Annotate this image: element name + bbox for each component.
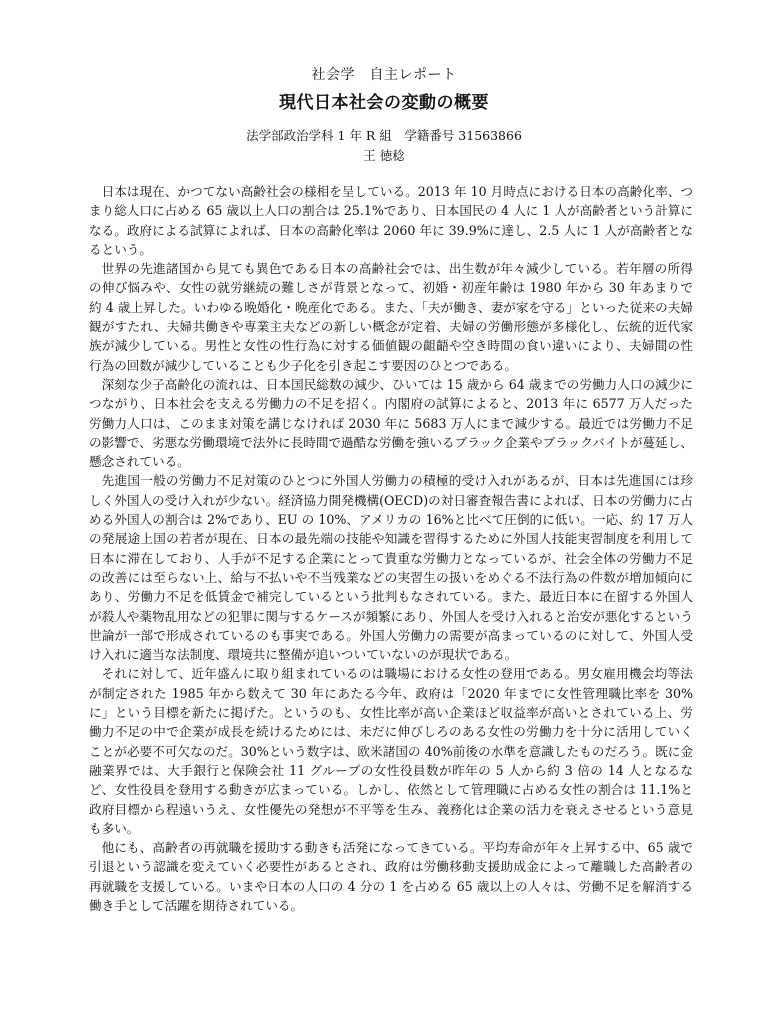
paragraph-2: 世界の先進諸国から見ても異色である日本の高齢社会では、出生数が年々減少している。若年層の所得の伸び悩みや、女性の就労継続の難しさが背景となって、初婚・初産年齢は 1980 年から 30 年あまりで約 4 歳上昇した。いわゆる晩婚化・晩産化である。また、「夫が働き、妻が家を守る」といった従来の夫婦観がすたれ、夫婦共働きや専業主夫などの新しい概念が定着、夫婦の労働形態が多様化し、伝統的近代家族が減少している。男性と女性の性行為に対する価値観の齟齬や空き時間の食い違いにより、夫婦間の性行為の回数が減少していることも少子化を引き起こす要因のひとつである。	[89, 261, 693, 373]
paragraph-5: それに対して、近年盛んに取り組まれているのは職場における女性の登用である。男女雇用機会均等法が制定された 1985 年から数えて 30 年にあたる今年、政府は「2020 年までに女性管理職比率を 30%に」という目標を新たに掲げた。というのも、女性比率が高い企業ほど収益率が高いとされている上、労働力不足の中で企業が成長を続けるためには、未だに伸びしろのある女性の労働力を十分に活用していくことが必要不可欠なのだ。30%という数字は、欧米諸国の 40%前後の水準を意識したものだろう。既に金融業界では、大手銀行と保険会社 11 グループの女性役員数が昨年の 5 人から約 3 倍の 14 人となるなど、女性役員を登用する動きが広まっている。しかし、依然として管理職に占める女性の割合は 11.1%と政府目標から程遠いうえ、女性優先の発想が不平等を生み、義務化は企業の活力を衰えさせるという意見も多い。	[89, 666, 693, 836]
report-body	[89, 180, 693, 915]
paragraph-4: 先進国一般の労働力不足対策のひとつに外国人労働力の積極的受け入れがあるが、日本は先進国には珍しく外国人の受け入れが少ない。経済協力開発機構(OECD)の対日審査報告書によれば、日本の労働力に占める外国人の割合は 2%であり、EU の 10%、アメリカの 16%と比べて圧倒的に低い。一応、約 17 万人の発展途上国の若者が現在、日本の最先端の技能や知識を習得するために外国人技能実習制度を利用して日本に滞在しており、人手が不足する企業にとって貴重な労働力となっているが、社会全体の労働力不足の改善には至らない上、給与不払いや不当残業などの実習生の扱いをめぐる不法行為の件数が増加傾向にあり、労働力不足を低賃金で補完しているという批判もなされている。また、最近日本に在留する外国人が殺人や薬物乱用などの犯罪に関与するケースが頻繁にあり、外国人を受け入れると治安が悪化するという世論が一部で形成されているのも事実である。外国人労働力の需要が高まっているのに対して、外国人受け入れに適当な法制度、環境共に整備が追いついていないのが現状である。	[89, 473, 693, 663]
paragraph-3: 深刻な少子高齢化の流れは、日本国民総数の減少、ひいては 15 歳から 64 歳までの労働力人口の減少につながり、日本社会を支える労働力の不足を招く。内閣府の試算によると、2013 年に 6577 万人だった労働力人口は、このまま対策を講じなければ 2030 年に 5683 万人にまで減少する。最近では労働力不足の影響で、劣悪な労働環境で法外に長時間で過酷な労働を強いるブラック企業やブラックバイトが蔓延し、懸念されている。	[89, 376, 693, 470]
paragraph-1: 日本は現在、かつてない高齢社会の様相を呈している。2013 年 10 月時点における日本の高齢化率、つまり総人口に占める 65 歳以上人口の割合は 25.1%であり、日本国民の 4 人に 1 人が高齢者という計算になる。政府による試算によれば、日本の高齢化率は 2060 年に 39.9%に達し、2.5 人に 1 人が高齢者となるという。	[89, 184, 693, 257]
report-title: 現代日本社会の変動の概要	[279, 93, 489, 113]
paragraph-6: 他にも、高齢者の再就職を援助する動きも活発になってきている。平均寿命が年々上昇する中、65 歳で引退という認識を変えていく必要性があるとされ、政府は労働移動支援助成金によって離職した高齢者の再就職を支援している。いまや日本の人口の 4 分の 1 を占める 65 歳以上の人々は、労働不足を解消する働き手として活躍を期待されている。	[89, 840, 693, 913]
author-affiliation: 法学部政治学科 1 年 R 組 学籍番号 31563866	[246, 128, 522, 143]
report-subject: 社会学 自主レポート	[311, 67, 457, 83]
author-name: 王 徳稔	[363, 148, 405, 163]
